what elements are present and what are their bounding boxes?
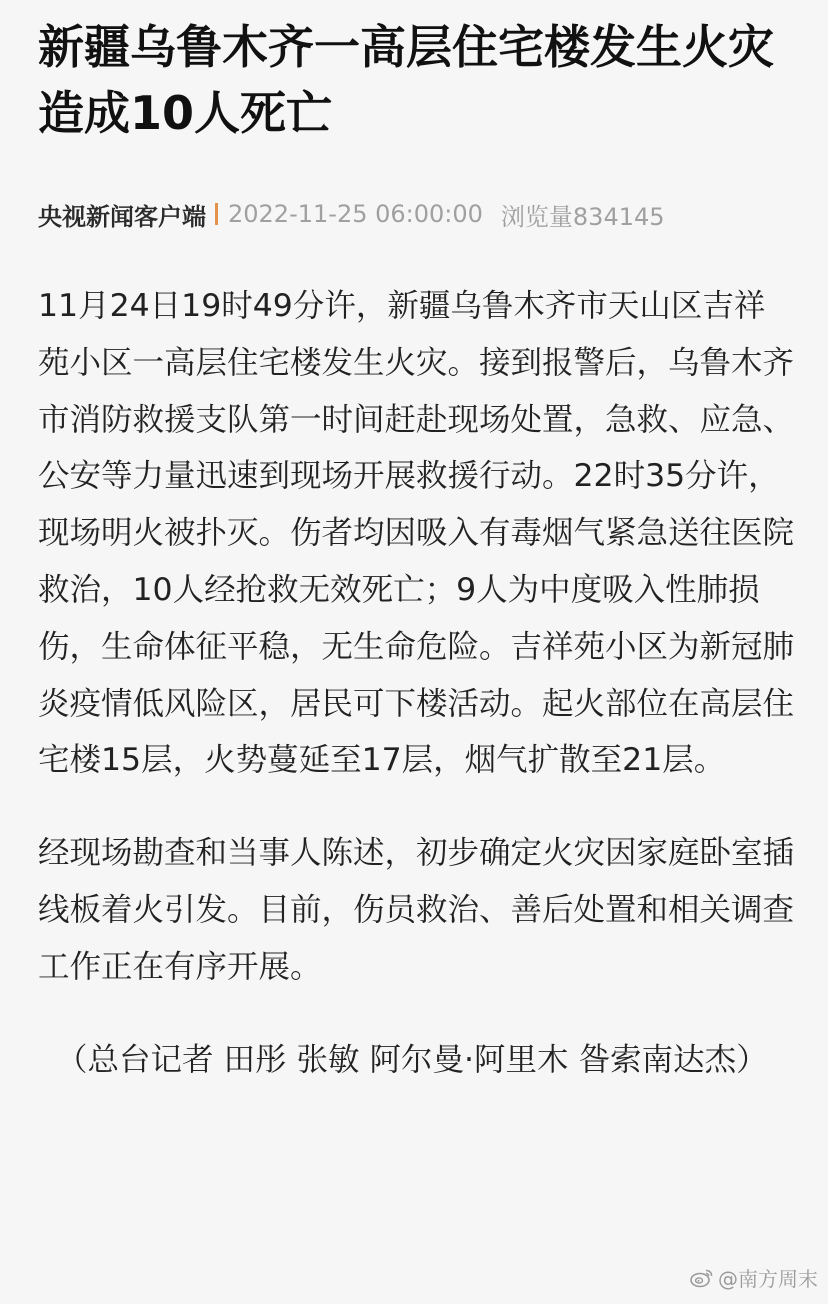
weibo-icon [690,1268,714,1288]
meta-separator [215,203,218,225]
article-meta [38,196,794,232]
article-source[interactable]: 央视新闻客户端 [38,202,206,231]
watermark-text: @南方周末 [718,1267,818,1291]
article-paragraph-1: 11月24日19时49分许，新疆乌鲁木齐市天山区吉祥苑小区一高层住宅楼发生火灾。接到报警后，乌鲁木齐市消防救援支队第一时间赶赴现场处置，急救、应急、公安等力量迅速到现场开展救援行动。22时35分许，现场明火被扑灭。伤者均因吸入有毒烟气紧急送往医院救治，10人经抢救无效死亡；9人为中度吸入性肺损伤，生命体征平稳，无生命危险。吉祥苑小区为新冠肺炎疫情低风险区，居民可下楼活动。起火部位在高层住宅楼15层，火势蔓延至17层，烟气扩散至21层。 [38,288,795,779]
publish-datetime: 2022-11-25 06:00:00 [228,200,483,228]
watermark [690,1263,818,1292]
article-paragraph-2: 经现场勘查和当事人陈述，初步确定火灾因家庭卧室插线板着火引发。目前，伤员救治、善后处置和相关调查工作正在有序开展。 [38,835,795,985]
article [38,14,794,1088]
article-title: 新疆乌鲁木齐一高层住宅楼发生火灾造成10人死亡 [38,20,774,140]
reporter-credit: （总台记者 田彤 张敏 阿尔曼·阿里木 昝索南达杰） [56,1041,768,1078]
view-count: 浏览量834145 [500,202,665,231]
